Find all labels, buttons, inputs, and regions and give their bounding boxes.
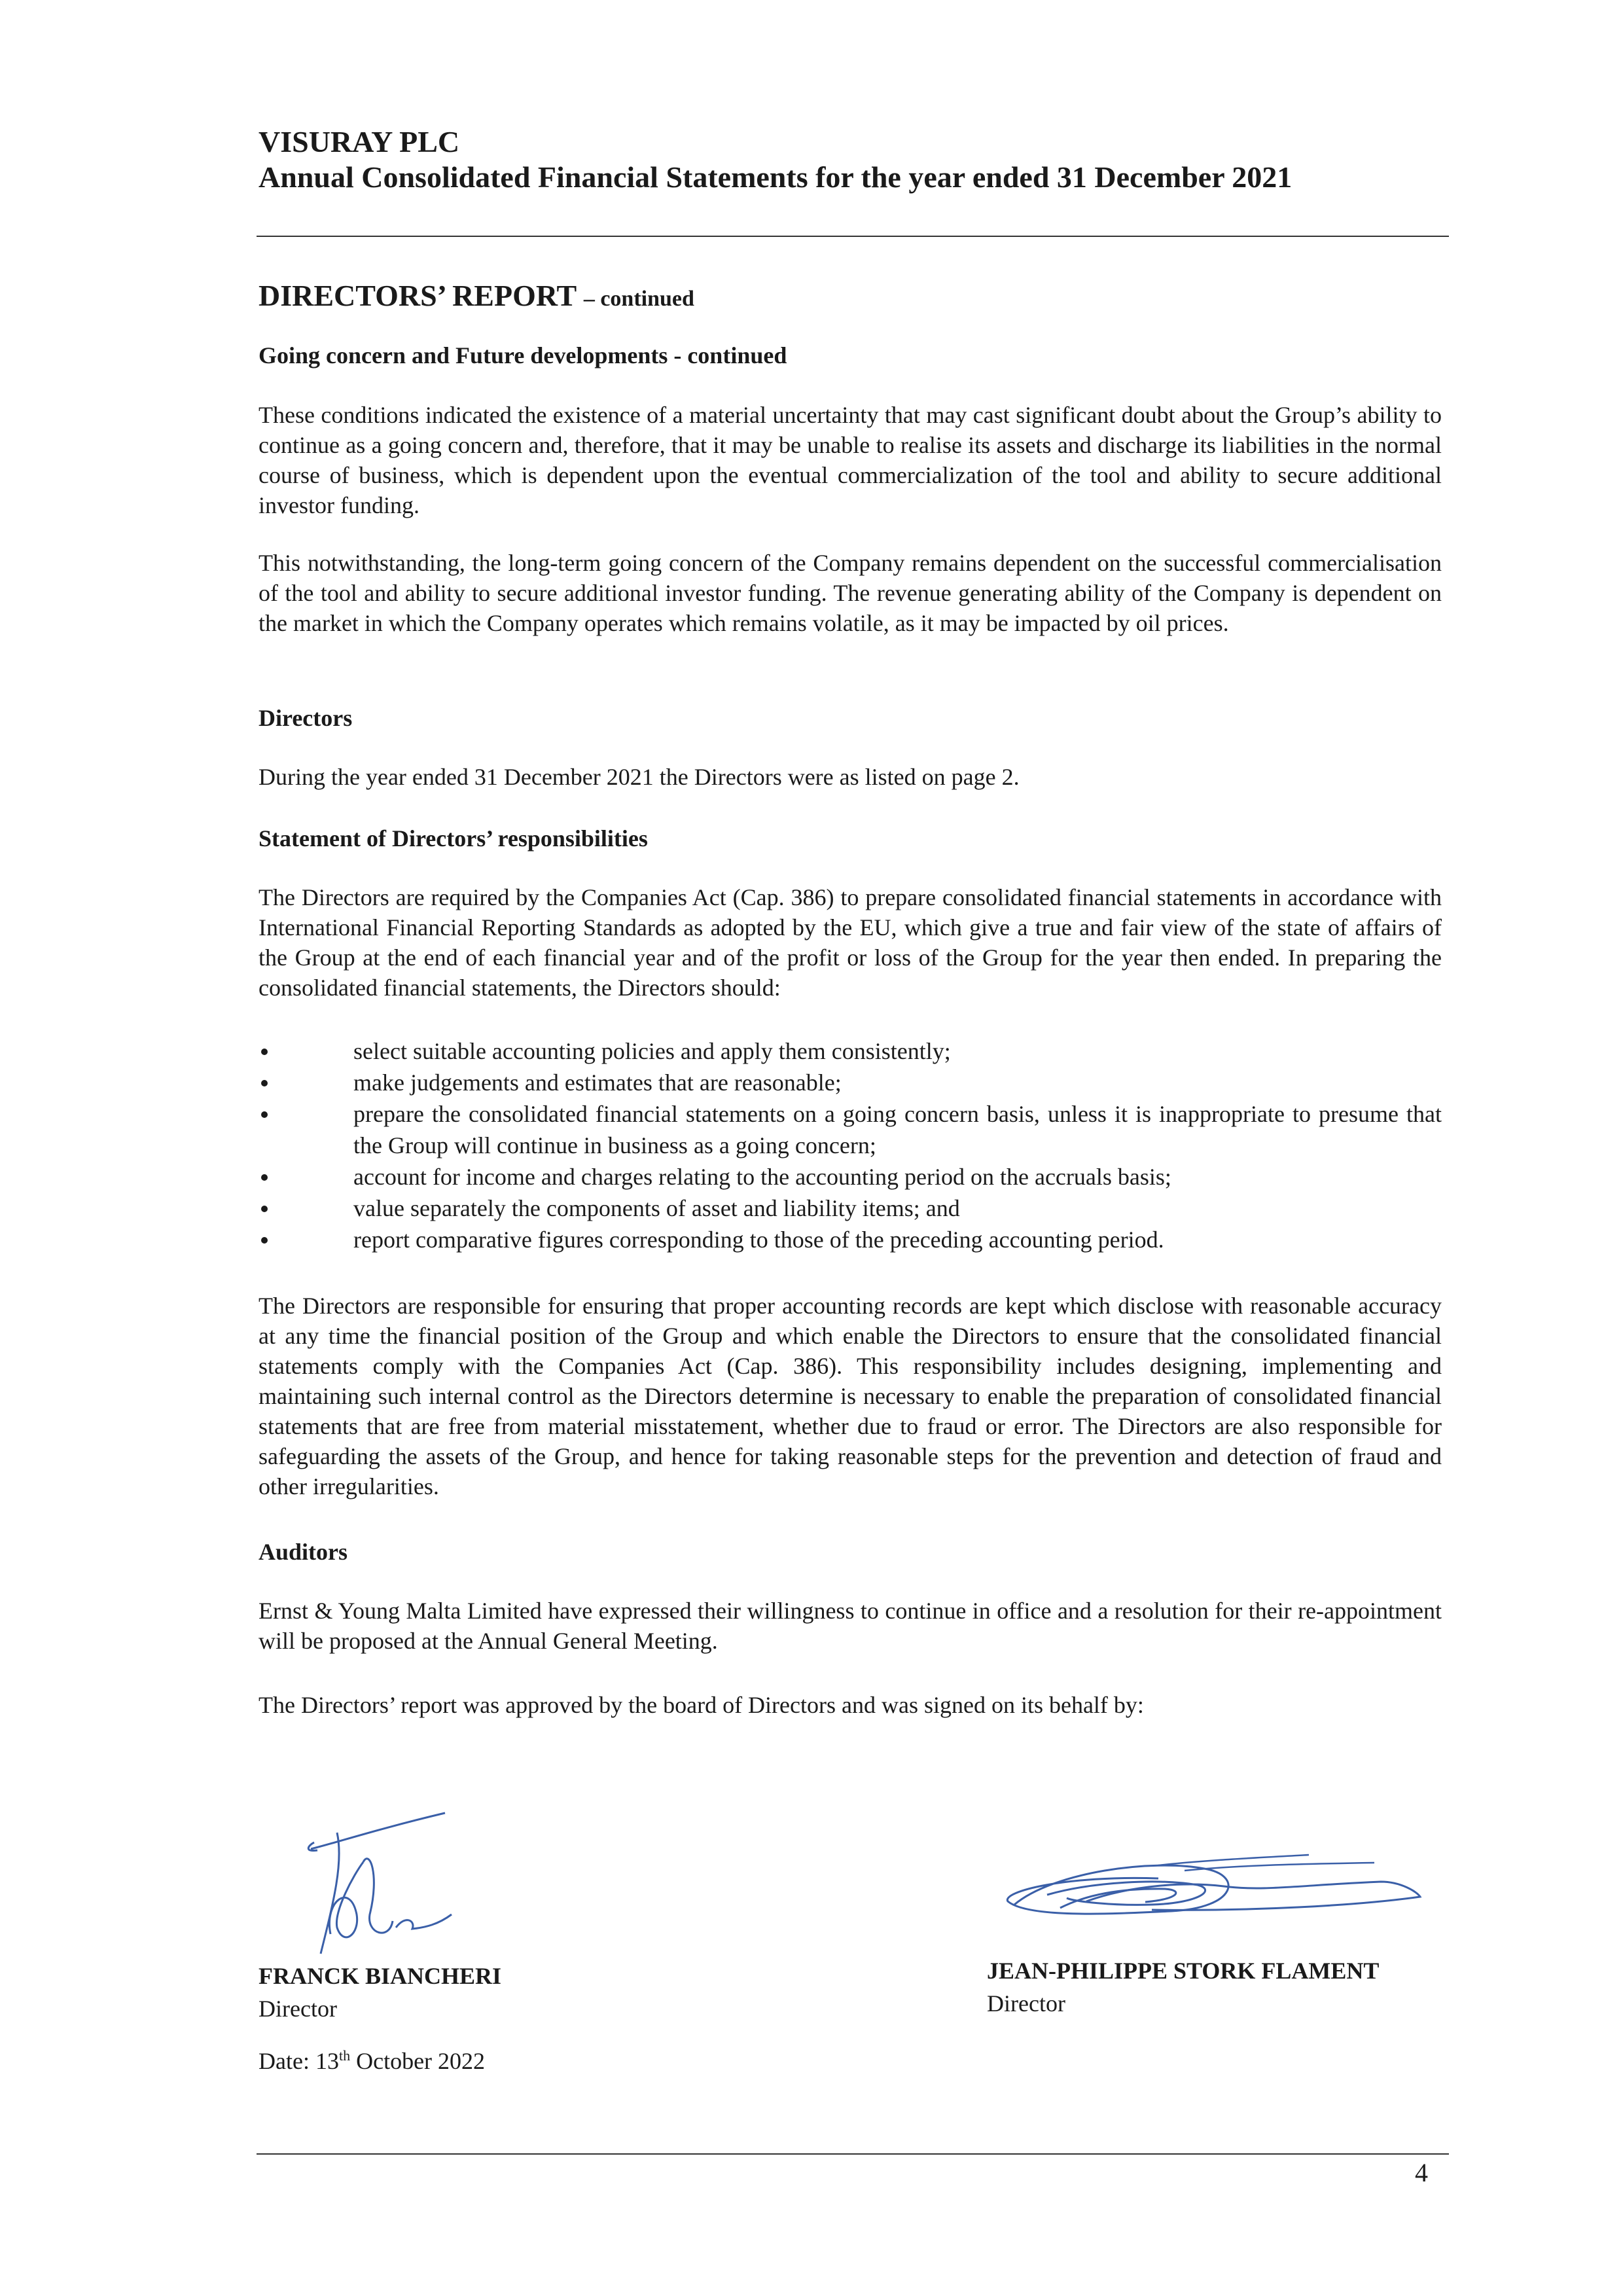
list-item: report comparative figures corresponding to those of the preceding accounting period. — [259, 1224, 1442, 1255]
auditors-text: Ernst & Young Malta Limited have expressed their willingness to continue in office and a resolution for their re-appointment will be proposed at the Annual General Meeting. — [259, 1598, 1442, 1654]
bullet-icon — [261, 1237, 268, 1244]
signatory-role-2: Director — [987, 1990, 1065, 2017]
section-title — [259, 278, 694, 313]
company-name: VISURAY PLC — [259, 125, 460, 158]
section-title-text: DIRECTORS’ REPORT — [259, 279, 577, 312]
signatory-role-1: Director — [259, 1996, 337, 2022]
list-item: make judgements and estimates that are reasonable; — [259, 1067, 1442, 1098]
going-concern-paragraph-2: This notwithstanding, the long-term going concern of the Company remains dependent on the successful commercialisation of the tool and ability to secure additional investor funding. The revenue generating ability of the Company is dependent on the market in which the Company operates which remains volatile, as it may be impacted by oil prices. — [259, 550, 1442, 636]
going-concern-paragraph-1: These conditions indicated the existence of a material uncertainty that may cast significant doubt about the Group’s ability to continue as a going concern and, therefore, that it may be unable to realise its assets and discharge its liabilities in the normal course of business, which is dependent upon the eventual commercialization of the tool and ability to secure additional investor funding. — [259, 402, 1442, 518]
list-item: select suitable accounting policies and apply them consistently; — [259, 1035, 1442, 1067]
section-title-suffix: – continued — [583, 287, 694, 311]
footer-divider — [257, 2153, 1449, 2155]
signing-date: Date: 13th October 2022 — [259, 2047, 486, 2074]
bullet-icon — [261, 1174, 268, 1181]
responsibilities-list — [259, 1035, 1442, 1255]
bullet-icon — [261, 1080, 268, 1086]
list-item: prepare the consolidated financial statements on a going concern basis, unless it is inappropriate to presume that the Group will continue in business as a going concern; — [259, 1098, 1442, 1161]
signatory-name-2: JEAN-PHILIPPE STORK FLAMENT — [987, 1958, 1380, 1984]
responsibilities-heading: Statement of Directors’ responsibilities — [259, 825, 648, 852]
responsibilities-closing: The Directors are responsible for ensuring that proper accounting records are kept which disclose with reasonable accuracy at any time the financial position of the Group and which enable the Directors to ensure that the consolidated financial statements comply with the Companies Act (Cap. 386). This responsibility includes designing, implementing and maintaining such internal control as the Directors determine is necessary to enable the preparation of consolidated financial statements that are free from material misstatement, whether due to fraud or error. The Directors are also responsible for safeguarding the assets of the Group, and hence for taking reasonable steps for the prevention and detection of fraud and other irregularities. — [259, 1293, 1442, 1499]
directors-text: During the year ended 31 December 2021 the Directors were as listed on page 2. — [259, 764, 1020, 790]
signature-franck-bianchieri — [298, 1803, 468, 1960]
bullet-icon — [261, 1206, 268, 1212]
responsibilities-intro: The Directors are required by the Companies Act (Cap. 386) to prepare consolidated financial statements in accordance with International Financial Reporting Standards as adopted by the EU, which give a true and fair view of the state of affairs of the Group at the end of each financial year and of the profit or loss of the Group for the year then ended. In preparing the consolidated financial statements, the Directors should: — [259, 884, 1442, 1001]
bullet-icon — [261, 1111, 268, 1118]
report-subtitle: Annual Consolidated Financial Statements for the year ended 31 December 2021 — [259, 160, 1293, 194]
approval-statement: The Directors’ report was approved by the board of Directors and was signed on its behalf by: — [259, 1692, 1144, 1718]
bullet-icon — [261, 1049, 268, 1055]
list-item: value separately the components of asset and liability items; and — [259, 1193, 1442, 1224]
list-item: account for income and charges relating to the accounting period on the accruals basis; — [259, 1161, 1442, 1193]
header-divider — [257, 236, 1449, 237]
going-concern-heading: Going concern and Future developments - continued — [259, 342, 787, 368]
directors-heading: Directors — [259, 705, 353, 731]
signatory-name-1: FRANCK BIANCHERI — [259, 1963, 502, 1989]
signature-jean-philippe-stork-flament — [988, 1846, 1433, 1937]
page-number: 4 — [1415, 2158, 1428, 2187]
auditors-heading: Auditors — [259, 1539, 348, 1565]
